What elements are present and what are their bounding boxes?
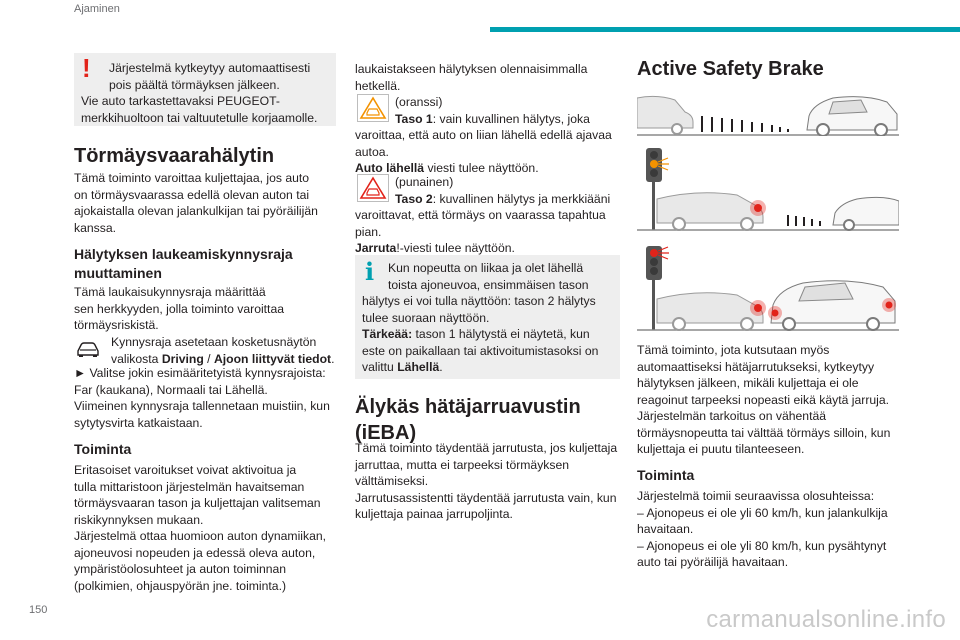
warning-line: merkkihuoltoon tai valtuutetulle korjaamolle. — [81, 110, 318, 125]
illustration-following-car — [637, 92, 899, 136]
message-jarruta: Jarruta — [355, 241, 397, 255]
level-1-description: varoittaa, että auto on liian lähellä edellä ajavaa autoa. Auto lähellä viesti tulee näyttöön. — [355, 128, 612, 175]
section-heading: Törmäysvaarahälytin — [74, 145, 275, 167]
message-auto-lahella: Auto lähellä — [355, 161, 425, 175]
continuation-paragraph: laukaistakseen hälytyksen olennaisimmalla hetkellä. — [355, 62, 588, 93]
orange-label: (oranssi) — [395, 95, 443, 109]
info-box: i Kun nopeutta on liikaa ja olet lähellä toista ajoneuvoa, ensimmäisen tason hälytys ei voi tulla näyttöön: tason 2 hälytys tulee suoraan näyttöön. Tärkeää: tason 1 hälytystä ei näytetä, kun este on paikallaan tai aktivoitumistasoksi on valittu Lähellä. — [355, 255, 620, 379]
operation-paragraph: Eritasoiset varoitukset voivat aktivoitua ja tulla mittaristoon järjestelmän havaitseman törmäysvaaran tason ja kuljettajan valitseman riskikynnyksen mukaan. Järjestelmä ottaa huomioon auton dynamiikan, ajoneuvosi nopeuden ja edessä oleva auton, ympäristöolosuhteet ja auton toiminnan (polkimien, ohjauspyörän jne. toiminta.) — [74, 463, 327, 593]
touchscreen-instruction: Kynnysraja asetetaan kosketusnäytön valikosta Driving / Ajoon liittyvät tiedot. — [111, 335, 335, 366]
asb-conditions: Järjestelmä toimii seuraavissa olosuhteissa: – Ajonopeus ei ole yli 60 km/h, kun jalankulkija havaitaan. – Ajonopeus ei ole yli 80 km/h, kun pysähtynyt auto tai pyöräilijä havaitaan. — [637, 489, 888, 569]
illustration-red-alert — [637, 243, 899, 331]
threshold-paragraph: Tämä laukaisukynnysraja määrittää sen herkkyyden, jolla toiminto varoittaa törmäysriskistä. — [74, 285, 285, 332]
info-icon: i — [365, 257, 375, 286]
watermark: carmanualsonline.info — [706, 606, 946, 633]
section-heading: Älykäs hätäjarruavustin (iEBA) — [355, 396, 581, 444]
car-settings-icon — [75, 339, 101, 359]
red-collision-warning-icon — [357, 174, 389, 202]
threshold-selection-paragraph: ► Valitse jokin esimääritetyistä kynnysrajoista: Far (kaukana), Normaali tai Lähellä. Viimeinen kynnysraja tallennetaan muistiin, kun sytytysvirta katkaistaan. — [74, 366, 330, 430]
header-accent-bar — [490, 27, 960, 32]
asb-paragraph: Tämä toiminto, jota kutsutaan myös automaattiseksi hätäjarrutukseksi, kytkeytyy hälytyksen jälkeen, mikäli kuljettaja ei ole reagoinut tarpeeksi nopeasti eikä käytä jarruja. Järjestelmän tarkoitus on vähentää törmäysnopeutta tai välttää törmäys silloin, kun kuljettaja ei puutu tilanteeseen. — [637, 343, 891, 456]
warning-line: Järjestelmä kytkeytyy automaattisesti — [109, 61, 311, 75]
level-2-label: Taso 2 — [395, 191, 433, 206]
warning-line: Vie auto tarkastettavaksi PEUGEOT- — [81, 94, 280, 108]
subheading: Toiminta — [74, 441, 132, 457]
subheading: Hälytyksen laukeamiskynnysraja muuttaminen — [74, 246, 293, 281]
warning-box — [74, 53, 336, 126]
warning-icon: ! — [82, 53, 91, 83]
red-label: (punainen) — [395, 175, 454, 189]
subheading: Toiminta — [637, 467, 695, 483]
menu-driving-info: Ajoon liittyvät tiedot — [213, 351, 332, 366]
menu-driving: Driving — [161, 351, 204, 366]
intro-paragraph: Tämä toiminto varoittaa kuljettajaa, jos auto on törmäysvaarassa edellä olevan auton tai ajokaistalla olevan jalankulkijan tai pyöräilijän kanssa. — [74, 171, 318, 235]
section-heading: Active Safety Brake — [637, 58, 824, 80]
level-1-label: Taso 1 — [395, 111, 433, 126]
illustration-orange-alert — [637, 145, 899, 231]
section-title: Ajaminen — [74, 3, 120, 15]
warning-line: pois päältä törmäyksen jälkeen. — [109, 77, 280, 92]
level-2-description: varoittavat, että törmäys on vaarassa tapahtua pian. Jarruta!-viesti tulee näyttöön. — [355, 208, 606, 255]
orange-collision-warning-icon — [357, 94, 389, 122]
ieba-paragraph: Tämä toiminto täydentää jarrutusta, jos kuljettaja jarruttaa, mutta ei tarpeeksi törmäyksen välttämiseksi. Jarrutusassistentti täydentää jarrutusta vain, kun kuljettaja painaa jarrupoljinta. — [355, 441, 618, 521]
page-number: 150 — [29, 604, 48, 616]
